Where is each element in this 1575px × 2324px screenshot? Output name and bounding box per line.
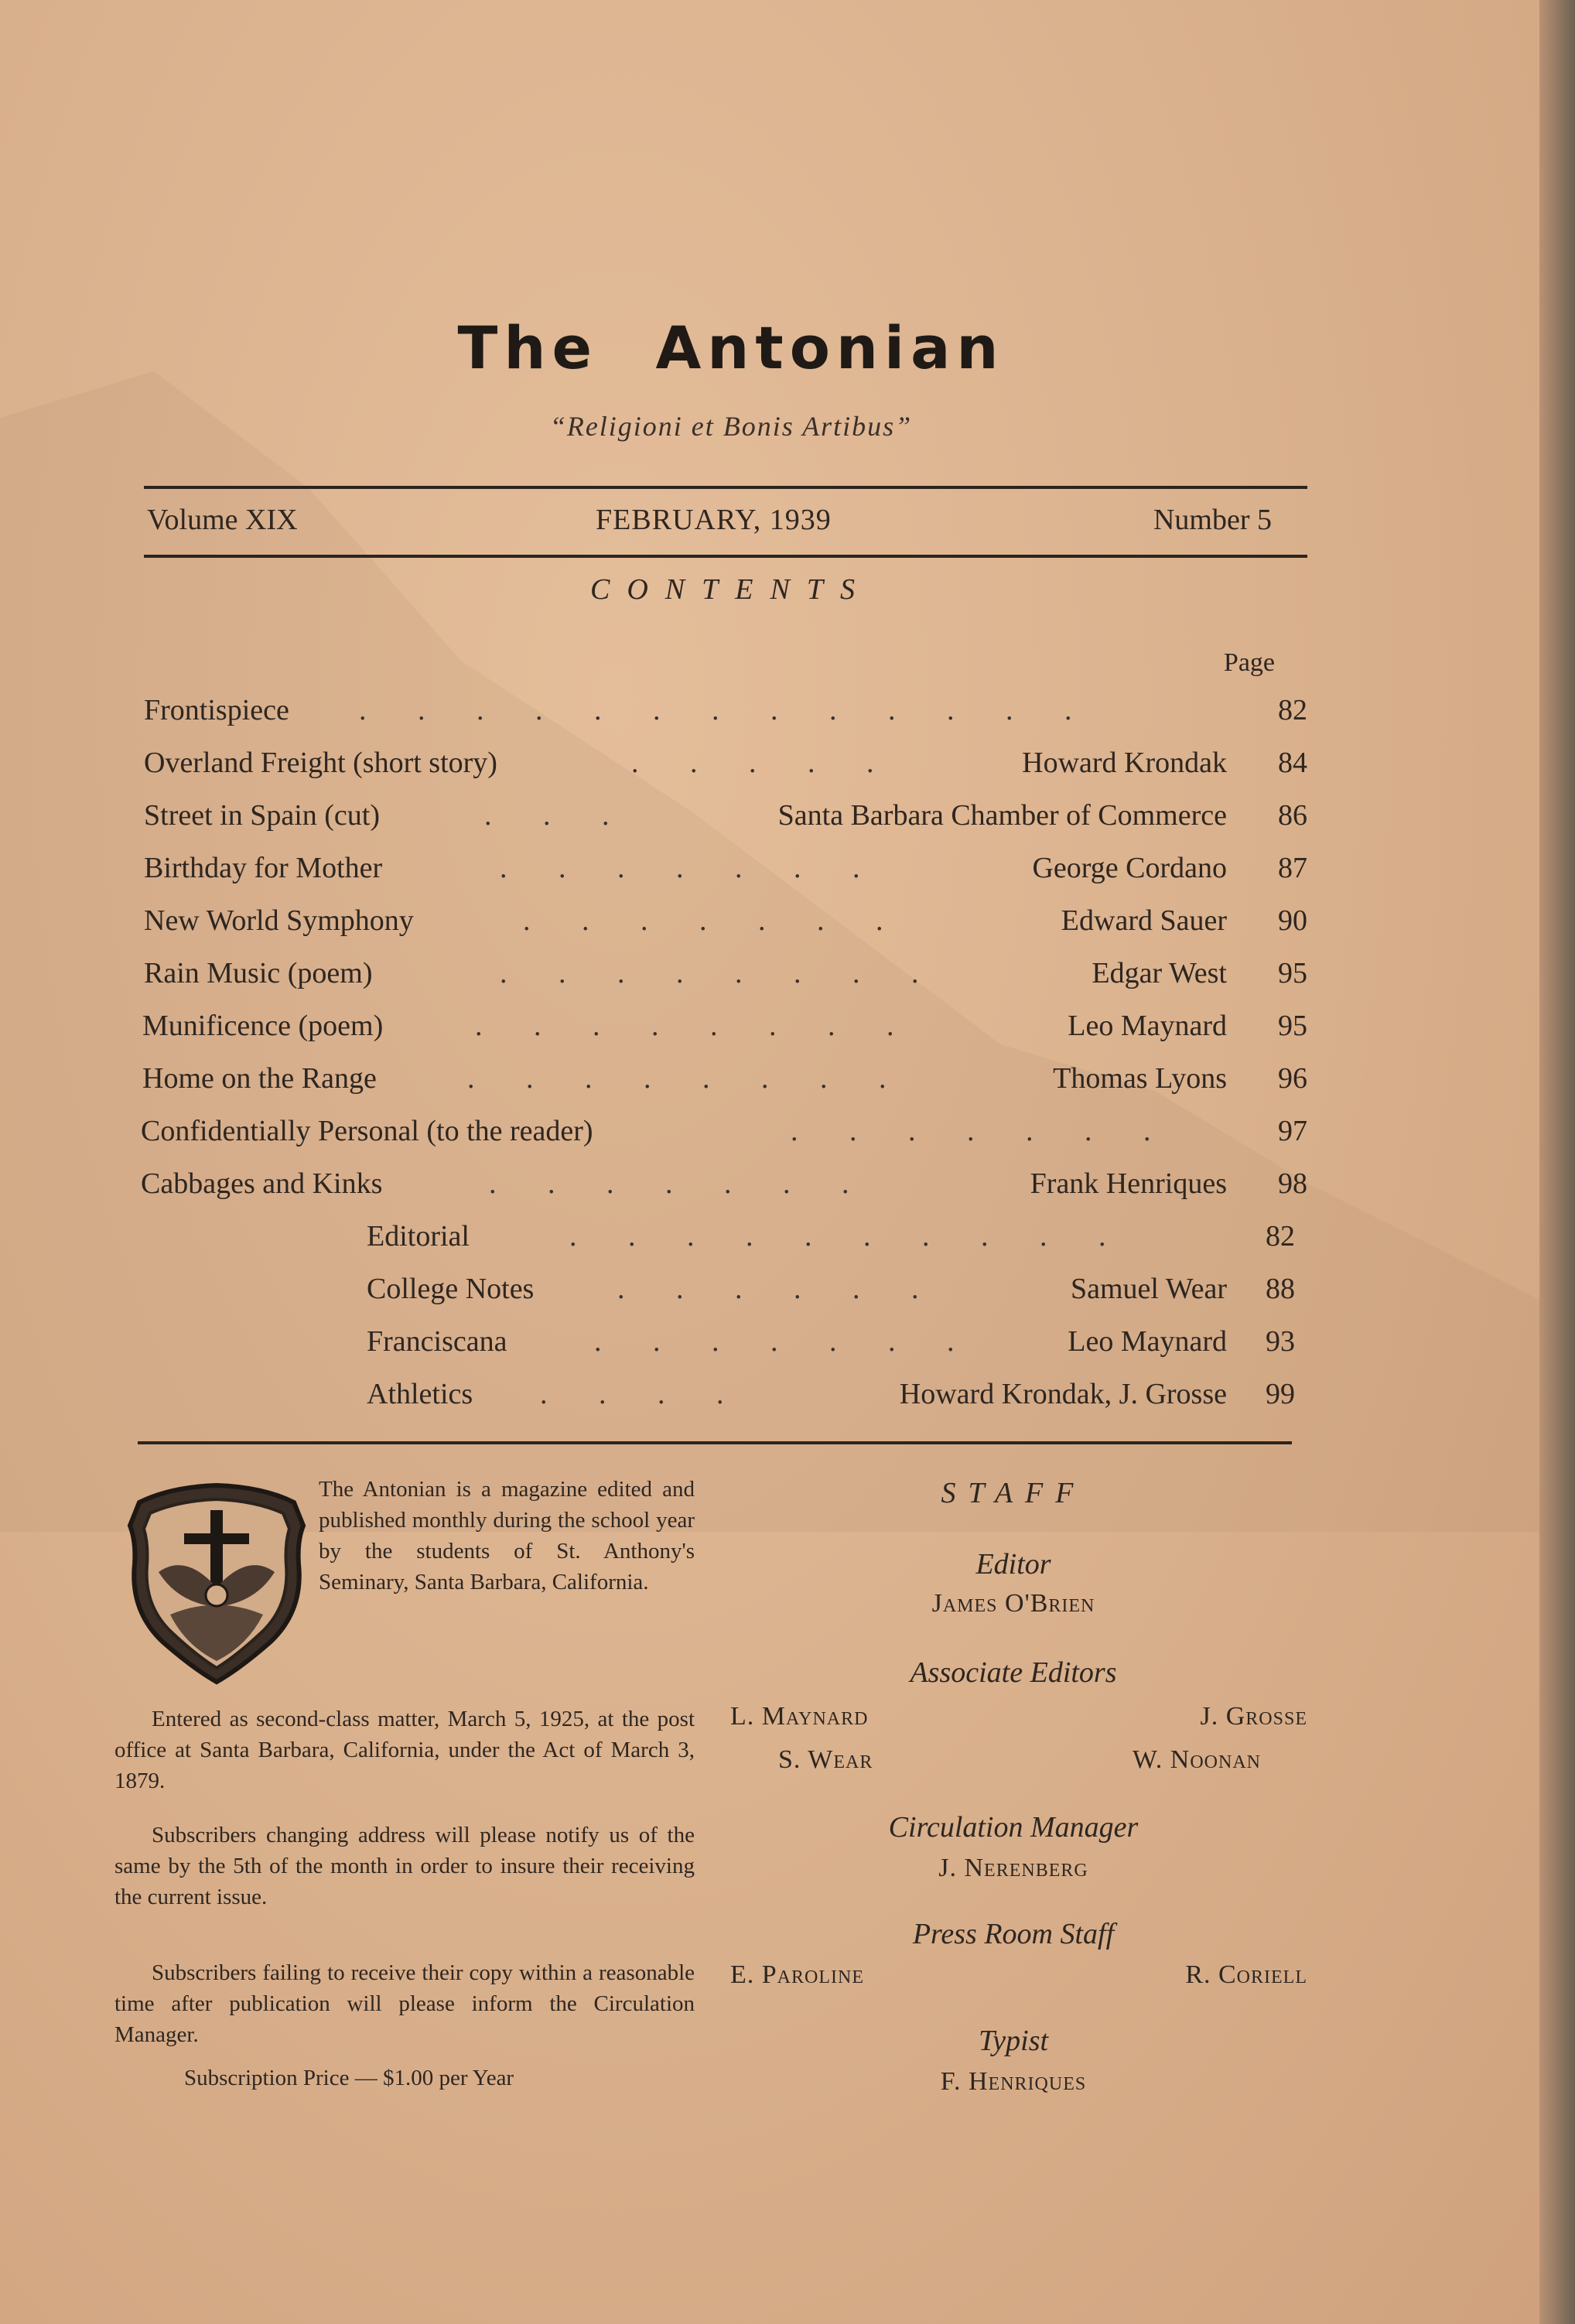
toc-page-number: 90 bbox=[1278, 904, 1307, 937]
toc-department-row[interactable] bbox=[367, 1266, 1295, 1312]
typist-role: Typist bbox=[978, 2025, 1049, 2057]
toc-title: Overland Freight (short story) bbox=[144, 747, 497, 779]
editor-name: James O'Brien bbox=[931, 1589, 1095, 1618]
toc-author: Leo Maynard bbox=[1068, 1010, 1227, 1042]
toc-author: Howard Krondak bbox=[1022, 747, 1227, 779]
missing-copy-notice: Subscribers failing to receive their copy within a reasonable time after publication will please inform the Circulation Manager. bbox=[114, 1960, 695, 2047]
toc-department-row[interactable] bbox=[367, 1318, 1295, 1365]
toc-title: Franciscana bbox=[367, 1325, 507, 1358]
toc-page-number: 82 bbox=[1278, 694, 1307, 726]
toc-page-number: 96 bbox=[1278, 1062, 1307, 1095]
toc-page-number: 95 bbox=[1278, 957, 1307, 989]
toc-leader-dots: . . . . . . . bbox=[500, 852, 860, 884]
associate-editor-name: L. Maynard bbox=[730, 1702, 869, 1731]
toc-author: Howard Krondak, J. Grosse bbox=[899, 1378, 1227, 1410]
editor-role: Editor bbox=[975, 1548, 1051, 1581]
toc-author: George Cordano bbox=[1032, 852, 1227, 884]
toc-title: Cabbages and Kinks bbox=[141, 1167, 383, 1200]
toc-title: Street in Spain (cut) bbox=[144, 799, 380, 832]
address-change-notice: Subscribers changing address will please notify us of the same by the 5th of the month in order to insure their receiving the current issue. bbox=[114, 1823, 695, 1909]
toc-leader-dots: . . . . . . . bbox=[489, 1167, 849, 1200]
toc-title: New World Symphony bbox=[144, 904, 414, 937]
toc-row[interactable] bbox=[141, 1160, 1307, 1207]
toc-title: Confidentially Personal (to the reader) bbox=[141, 1115, 593, 1147]
circulation-manager-name: J. Nerenberg bbox=[938, 1854, 1088, 1882]
about-paragraph: The Antonian is a magazine edited and published monthly during the school year by the students of St. Anthony's Seminary, Santa Barbara, California. bbox=[319, 1477, 695, 1594]
press-room-name: R. Coriell bbox=[1185, 1960, 1307, 1989]
toc-title: Home on the Range bbox=[142, 1062, 377, 1095]
toc-leader-dots: . . . . bbox=[540, 1378, 724, 1410]
page-column-label: Page bbox=[1223, 648, 1275, 677]
toc-page-number: 99 bbox=[1266, 1378, 1295, 1410]
circulation-manager-role: Circulation Manager bbox=[888, 1811, 1139, 1844]
toc-row[interactable] bbox=[142, 1055, 1307, 1102]
toc-title: Athletics bbox=[367, 1378, 473, 1410]
toc-page-number: 93 bbox=[1266, 1325, 1295, 1358]
toc-leader-dots: . . . . . bbox=[631, 747, 874, 779]
toc-title: Birthday for Mother bbox=[144, 852, 383, 884]
toc-page-number: 98 bbox=[1278, 1167, 1307, 1200]
toc-title: Editorial bbox=[367, 1220, 470, 1253]
toc-author: Frank Henriques bbox=[1030, 1167, 1227, 1200]
contents-heading: CONTENTS bbox=[590, 573, 872, 606]
toc-author: Santa Barbara Chamber of Commerce bbox=[777, 799, 1227, 832]
toc-author: Edward Sauer bbox=[1061, 904, 1227, 937]
toc-leader-dots: . . . bbox=[484, 799, 610, 832]
toc-leader-dots: . . . . . . . . . . . . . bbox=[359, 694, 1072, 726]
toc-title: Frontispiece bbox=[144, 694, 289, 726]
subscription-price: Subscription Price — $1.00 per Year bbox=[184, 2066, 514, 2090]
toc-page-number: 95 bbox=[1278, 1010, 1307, 1042]
toc-row[interactable] bbox=[144, 897, 1307, 944]
toc-leader-dots: . . . . . . . . . . bbox=[569, 1220, 1106, 1253]
toc-author: Leo Maynard bbox=[1068, 1325, 1227, 1358]
associate-editors-role: Associate Editors bbox=[910, 1656, 1117, 1689]
associate-editor-name: W. Noonan bbox=[1132, 1745, 1261, 1774]
associate-editor-name: S. Wear bbox=[778, 1745, 873, 1774]
press-room-name: E. Paroline bbox=[730, 1960, 864, 1989]
toc-title: Munificence (poem) bbox=[142, 1010, 384, 1042]
toc-page-number: 87 bbox=[1278, 852, 1307, 884]
toc-leader-dots: . . . . . . . . bbox=[467, 1062, 887, 1095]
toc-title: College Notes bbox=[367, 1273, 535, 1305]
toc-page-number: 84 bbox=[1278, 747, 1307, 779]
toc-leader-dots: . . . . . . bbox=[617, 1273, 919, 1305]
toc-row[interactable] bbox=[141, 1108, 1307, 1154]
issue-date: FEBRUARY, 1939 bbox=[596, 504, 832, 536]
toc-author: Edgar West bbox=[1092, 957, 1227, 989]
toc-row[interactable] bbox=[144, 687, 1307, 733]
staff-heading: STAFF bbox=[941, 1477, 1086, 1509]
entered-notice: Entered as second-class matter, March 5, 1925, at the post office at Santa Barbara, California, under the Act of March 3, 1879. bbox=[114, 1707, 695, 1793]
magazine-title: The Antonian bbox=[457, 313, 1005, 382]
issue-number: Number 5 bbox=[1153, 504, 1272, 536]
toc-leader-dots: . . . . . . . . bbox=[500, 957, 919, 989]
contents-bottom-rule bbox=[138, 1441, 1292, 1444]
toc-leader-dots: . . . . . . . . bbox=[475, 1010, 894, 1042]
toc-author: Thomas Lyons bbox=[1053, 1062, 1227, 1095]
toc-leader-dots: . . . . . . . bbox=[523, 904, 883, 937]
magazine-motto: “Religioni et Bonis Artibus” bbox=[549, 411, 913, 442]
seminary-crest-icon bbox=[124, 1479, 309, 1688]
issue-rule bbox=[144, 555, 1307, 558]
toc-row[interactable] bbox=[142, 1003, 1307, 1049]
toc-page-number: 97 bbox=[1278, 1115, 1307, 1147]
associate-editor-name: J. Grosse bbox=[1200, 1702, 1307, 1731]
press-room-role: Press Room Staff bbox=[912, 1918, 1115, 1950]
toc-page-number: 86 bbox=[1278, 799, 1307, 832]
toc-leader-dots: . . . . . . . bbox=[791, 1115, 1151, 1147]
typist-name: F. Henriques bbox=[940, 2067, 1087, 2096]
page-edge bbox=[1539, 0, 1575, 2324]
toc-leader-dots: . . . . . . . bbox=[594, 1325, 955, 1358]
toc-author: Samuel Wear bbox=[1070, 1273, 1227, 1305]
toc-row[interactable] bbox=[144, 845, 1307, 891]
toc-row[interactable] bbox=[144, 792, 1307, 839]
toc-row[interactable] bbox=[144, 740, 1307, 786]
toc-title: Rain Music (poem) bbox=[144, 957, 373, 989]
volume-label: Volume XIX bbox=[147, 504, 298, 536]
toc-page-number: 82 bbox=[1266, 1220, 1295, 1253]
toc-department-row[interactable] bbox=[367, 1371, 1295, 1417]
toc-row[interactable] bbox=[144, 950, 1307, 996]
toc-page-number: 88 bbox=[1266, 1273, 1295, 1305]
top-rule bbox=[144, 486, 1307, 489]
toc-department-row[interactable] bbox=[367, 1213, 1295, 1259]
